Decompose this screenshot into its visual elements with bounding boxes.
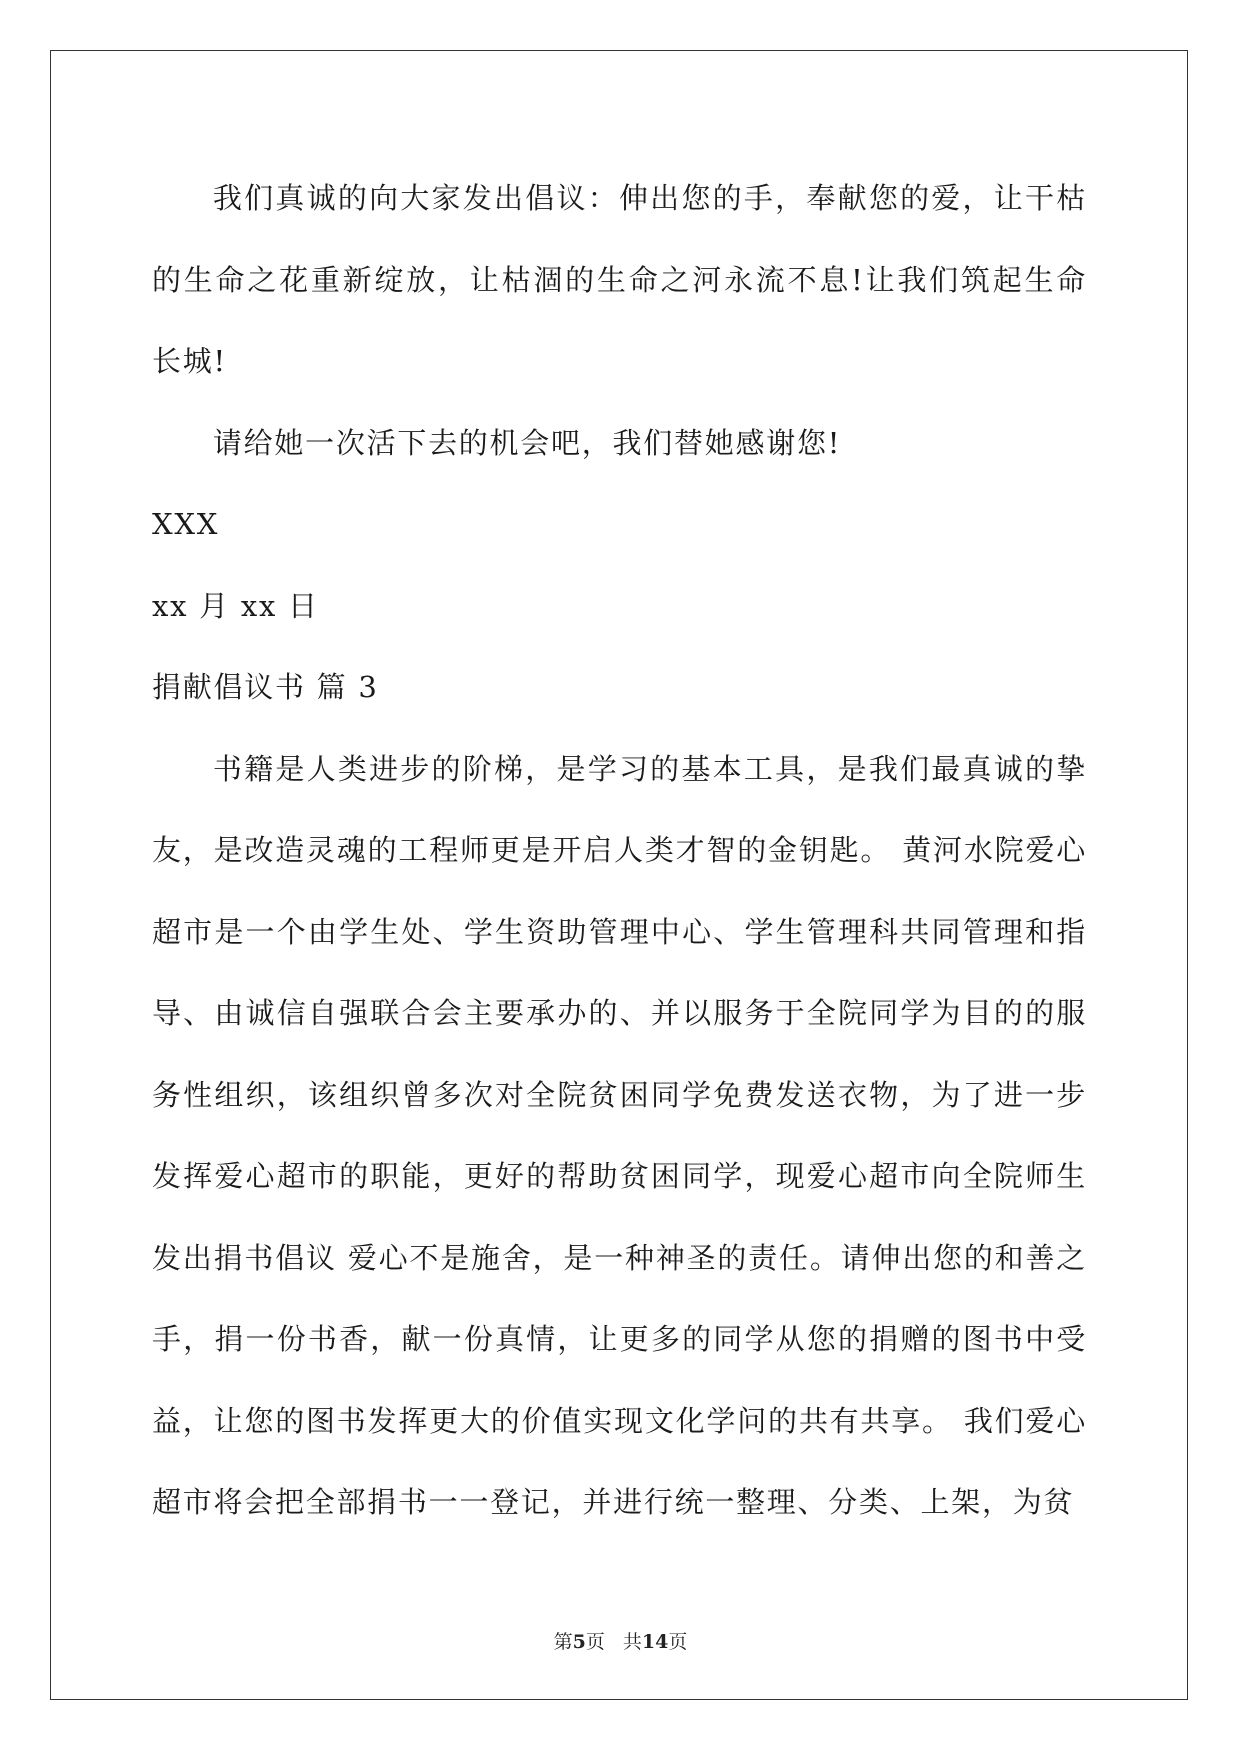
total-prefix: 共 <box>622 1631 642 1653</box>
total-suffix: 页 <box>668 1631 688 1653</box>
page-suffix: 页 <box>585 1631 605 1653</box>
page-prefix: 第 <box>553 1631 573 1653</box>
date-line: xx 月 xx 日 <box>152 588 319 623</box>
section-heading: 捐献倡议书 篇 3 <box>152 670 379 704</box>
signature: XXX <box>152 507 220 541</box>
page-footer <box>0 1630 1241 1654</box>
paragraph-book-donation: 书籍是人类进步的阶梯，是学习的基本工具，是我们最真诚的挚友，是改造灵魂的工程师更是开启人类才智的金钥匙。 黄河水院爱心超市是一个由学生处、学生资助管理中心、学生管理科共同管理和指导、由诚信自强联合会主要承办的、并以服务于全院同学为目的的服务性组织，该组织曾多次对全院贫困同学免费发送衣物，为了进一步发挥爱心超市的职能，更好的帮助贫困同学，现爱心超市向全院师生发出捐书倡议 爱心不是施舍，是一种神圣的责任。请伸出您的和善之手，捐一份书香，献一份真情，让更多的同学从您的捐赠的图书中受益，让您的图书发挥更大的价值实现文化学问的共有共享。 我们爱心超市将会把全部捐书一一登记，并进行统一整理、分类、上架，为贫 <box>152 751 1087 1519</box>
page-number: 5 <box>572 1631 586 1653</box>
total-pages: 14 <box>641 1631 669 1653</box>
paragraph-thanks: 请给她一次活下去的机会吧，我们替她感谢您! <box>212 425 842 460</box>
paragraph-appeal: 我们真诚的向大家发出倡议：伸出您的手，奉献您的爱，让干枯的生命之花重新绽放，让枯涸的生命之河永流不息!让我们筑起生命长城! <box>152 181 1087 378</box>
document-body <box>152 158 1087 1544</box>
